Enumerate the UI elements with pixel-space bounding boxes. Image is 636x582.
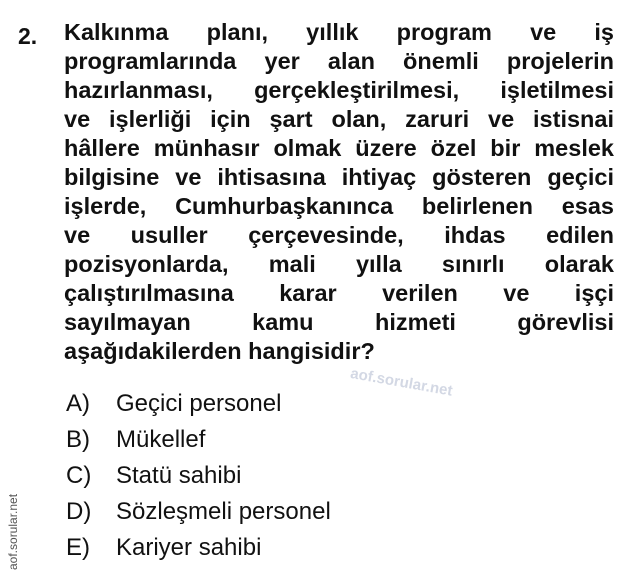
option-letter: D) [66, 498, 92, 525]
watermark-side: aof.sorular.net [6, 493, 20, 570]
option-d[interactable] [66, 494, 331, 530]
option-letter: B) [66, 426, 90, 453]
question-line: programlarında yer alan önemli projelerin [64, 48, 614, 74]
question-line: pozisyonlarda, mali yılla sınırlı olarak [64, 251, 614, 277]
question-line: işlerde, Cumhurbaşkanınca belirlenen esas [64, 193, 614, 219]
option-text: Geçici personel [116, 390, 282, 417]
option-text: Statü sahibi [116, 462, 242, 489]
question-number: 2. [18, 23, 38, 49]
option-text: Mükellef [116, 426, 206, 453]
answer-options [66, 386, 331, 566]
option-letter: C) [66, 462, 92, 489]
question-line: hazırlanması, gerçekleştirilmesi, işletilmesi [64, 77, 614, 103]
question-line: bilgisine ve ihtisasına ihtiyaç gösteren geçici [64, 164, 614, 190]
option-text: Kariyer sahibi [116, 534, 262, 561]
question-line: ve işlerliği için şart olan, zaruri ve istisnai [64, 106, 614, 132]
option-letter: E) [66, 534, 90, 561]
question-line: sayılmayan kamu hizmeti görevlisi [64, 309, 614, 335]
option-b[interactable] [66, 422, 331, 458]
option-e[interactable] [66, 530, 331, 566]
question-line: hâllere münhasır olmak üzere özel bir meslek [64, 135, 614, 161]
question-line: ve usuller çerçevesinde, ihdas edilen [64, 222, 614, 248]
watermark-center: aof.sorular.net [349, 365, 454, 400]
option-a[interactable] [66, 386, 331, 422]
question-line: aşağıdakilerden hangisidir? [64, 338, 375, 364]
question-line: Kalkınma planı, yıllık program ve iş [64, 19, 614, 45]
option-letter: A) [66, 390, 90, 417]
question-text [64, 18, 614, 366]
question-line: çalıştırılmasına karar verilen ve işçi [64, 280, 614, 306]
option-c[interactable] [66, 458, 331, 494]
option-text: Sözleşmeli personel [116, 498, 331, 525]
